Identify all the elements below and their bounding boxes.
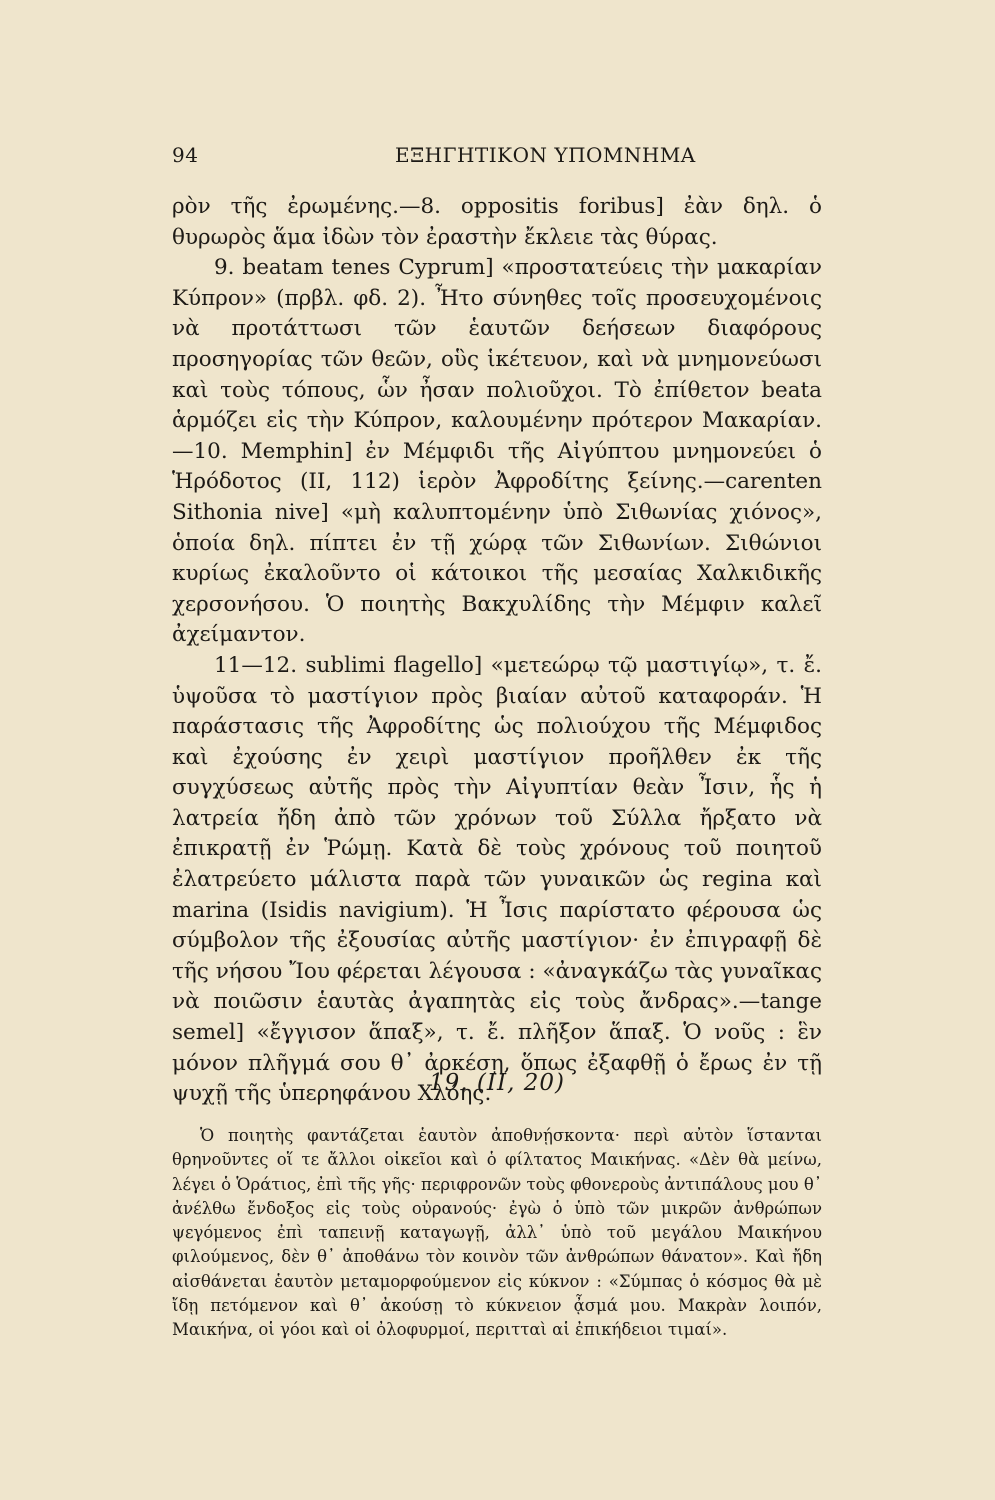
section-summary: Ὁ ποιητὴς φαντάζεται ἑαυτὸν ἀποθνῄσκοντα· περὶ αὐτὸν ἵστανται θρηνοῦντες οἵ τε ἄλλοι οἰκεῖοι καὶ ὁ φίλτατος Μαικήνας. «Δὲν θὰ μείνω, λέγει ὁ Ὁράτιος, ἐπὶ τῆς γῆς· περιφρονῶν τοὺς φθονεροὺς ἀντιπάλους μου θ᾽ ἀνέλθω ἔνδοξος εἰς τοὺς οὐρανούς· ἐγὼ ὁ ὑπὸ τῶν μικρῶν ἀνθρώπων ψεγόμενος ἐπὶ ταπεινῇ καταγωγῇ, ἀλλ᾽ ὑπὸ τοῦ μεγάλου Μαικήνου φιλούμενος, δὲν θ᾽ ἀποθάνω τὸν κοινὸν τῶν ἀνθρώπων θάνατον». Καὶ ἤδη αἰσθάνεται ἑαυτὸν μεταμορφούμενον εἰς κύκνον : «Σύμπας ὁ κόσμος θὰ μὲ ἴδῃ πετόμενον καὶ θ᾽ ἀκούσῃ τὸ κύκνειον ᾆσμά μου. Μακρὰν λοιπόν, Μαικήνα, οἱ γόοι καὶ οἱ ὀλοφυρμοί, περιτταὶ αἱ ἐπικήδειοι τιμαί». [172,1126,823,1340]
commentary-paragraph: 11—12. sublimi flagello] «μετεώρῳ τῷ μαστιγίῳ», τ. ἔ. ὑψοῦσα τὸ μαστίγιον πρὸς βιαίαν αὐτοῦ καταφοράν. Ἡ παράστασις τῆς Ἀφροδίτης ὡς πολιούχου τῆς Μέμφιδος καὶ ἐχούσης ἐν χειρὶ μαστίγιον προῆλθεν ἐκ τῆς συγχύσεως αὐτῆς πρὸς τὴν Αἰγυπτίαν θεὰν Ἶσιν, ἧς ἡ λατρεία ἤδη ἀπὸ τῶν χρόνων τοῦ Σύλλα ἤρξατο νὰ ἐπικρατῇ ἐν Ῥώμῃ. Κατὰ δὲ τοὺς χρόνους τοῦ ποιητοῦ ἐλατρεύετο μάλιστα παρὰ τῶν γυναικῶν ὡς regina καὶ marina (Isidis navigium). Ἡ Ἶσις παρίστατο φέρουσα ὡς σύμβολον τῆς ἐξουσίας αὐτῆς μαστίγιον· ἐν ἐπιγραφῇ δὲ τῆς νήσου Ἴου φέρεται λέγουσα : «ἀναγκάζω τὰς γυναῖκας νὰ ποιῶσιν ἑαυτὰς ἀγαπητὰς εἰς τοὺς ἄνδρας».—tange semel] «ἔγγισον ἅπαξ», τ. ἔ. πλῆξον ἅπαξ. Ὁ νοῦς : ἓν μόνον πλῆγμά σου θ᾽ ἀρκέσῃ, ὅπως ἐξαφθῇ ὁ ἔρως ἐν τῇ ψυχῇ τῆς ὑπερηφάνου Χλόης. [172,652,822,1107]
commentary-text [172,192,822,1110]
page-number: 94 [172,143,199,167]
commentary-paragraph: ρὸν τῆς ἐρωμένης.—8. oppositis foribus] ἐὰν δηλ. ὁ θυρωρὸς ἅμα ἰδὼν τὸν ἐραστὴν ἔκλειε τὰς θύρας. [172,194,822,250]
section-heading: 19. (II, 20) [429,1070,565,1096]
page-header [172,143,812,167]
commentary-paragraph: 9. beatam tenes Cyprum] «προστατεύεις τὴν μακαρίαν Κύπρον» (πρβλ. φδ. 2). Ἦτο σύνηθες τοῖς προσευχομένοις νὰ προτάττωσι τῶν ἑαυτῶν δεήσεων διαφόρους προσηγορίας τῶν θεῶν, οὓς ἱκέτευον, καὶ νὰ μνημονεύωσι καὶ τοὺς τόπους, ὧν ἦσαν πολιοῦχοι. Τὸ ἐπίθετον beata ἁρμόζει εἰς τὴν Κύπρον, καλουμένην πρότερον Μακαρίαν.—10. Memphin] ἐν Μέμφιδι τῆς Αἰγύπτου μνημονεύει ὁ Ἡρόδοτος (II, 112) ἱερὸν Ἀφροδίτης ξείνης.—carenten Sithonia nive] «μὴ καλυπτομένην ὑπὸ Σιθωνίας χιόνος», ὁποία δηλ. πίπτει ἐν τῇ χώρᾳ τῶν Σιθωνίων. Σιθώνιοι κυρίως ἐκαλοῦντο οἱ κάτοικοι τῆς μεσαίας Χαλκιδικῆς χερσονήσου. Ὁ ποιητὴς Βακχυλίδης τὴν Μέμφιν καλεῖ ἀχείμαντον. [172,255,822,648]
running-title: ΕΞΗΓΗΤΙΚΟΝ ΥΠΟΜΝΗΜΑ [395,143,696,167]
